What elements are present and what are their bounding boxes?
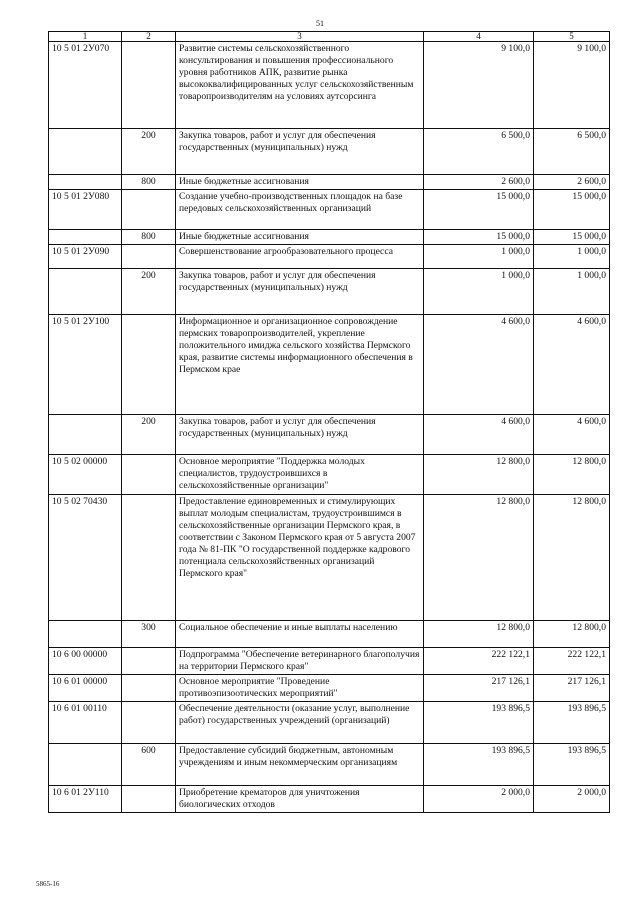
- row-amount-col4: 15 000,0: [424, 230, 534, 245]
- row-name: Приобретение крематоров для уничтожения биологических отходов: [176, 786, 424, 813]
- header-col-5: 5: [534, 32, 610, 42]
- row-amount-col5: 193 896,5: [534, 744, 610, 786]
- row-amount-col4: 2 600,0: [424, 175, 534, 190]
- table-row: [49, 315, 610, 415]
- row-name: Совершенствование агрообразовательного процесса: [176, 245, 424, 269]
- table-row: [49, 175, 610, 190]
- row-expense-type-code: [122, 495, 176, 621]
- row-name: Информационное и организационное сопровождение пермских товаропроизводителей, укрепление положительного имиджа сельского хозяйства Пермского края, развитие системы информационного обеспечения в Пермском крае: [176, 315, 424, 415]
- row-name: Предоставление единовременных и стимулирующих выплат молодым специалистам, трудоустроившимся в сельскохозяйственные организации Пермского края, в соответствии с Законом Пермского края от 5 августа 2007 года № 81-ПК "О государственной поддержке кадрового потенциала сельскохозяйственных организаций Пермского края": [176, 495, 424, 621]
- row-target-article-code: [49, 269, 122, 315]
- row-target-article-code: 10 5 01 2У100: [49, 315, 122, 415]
- row-name: Развитие системы сельскохозяйственного консультирования и повышения профессионального уровня работников АПК, развитие рынка высококвалифицированных услуг сельскохозяйственным товаропроизводителям на условиях аутсорсинга: [176, 42, 424, 129]
- row-amount-col5: 15 000,0: [534, 190, 610, 230]
- row-amount-col4: 193 896,5: [424, 702, 534, 744]
- row-expense-type-code: 200: [122, 129, 176, 175]
- table-row: [49, 129, 610, 175]
- row-name: Подпрограмма "Обеспечение ветеринарного благополучия на территории Пермского края": [176, 648, 424, 675]
- row-expense-type-code: [122, 190, 176, 230]
- row-amount-col4: 2 000,0: [424, 786, 534, 813]
- row-expense-type-code: [122, 648, 176, 675]
- row-target-article-code: 10 6 00 00000: [49, 648, 122, 675]
- budget-table: [48, 31, 610, 813]
- row-target-article-code: 10 5 02 00000: [49, 455, 122, 495]
- row-name: Создание учебно-производственных площадок на базе передовых сельскохозяйственных организаций: [176, 190, 424, 230]
- row-name: Основное мероприятие "Поддержка молодых специалистов, трудоустроившихся в сельскохозяйственные организации": [176, 455, 424, 495]
- row-expense-type-code: [122, 675, 176, 702]
- row-amount-col4: 4 600,0: [424, 315, 534, 415]
- row-amount-col4: 1 000,0: [424, 269, 534, 315]
- row-expense-type-code: [122, 786, 176, 813]
- row-name: Социальное обеспечение и иные выплаты населению: [176, 621, 424, 648]
- row-amount-col4: 193 896,5: [424, 744, 534, 786]
- row-amount-col4: 217 126,1: [424, 675, 534, 702]
- table-row: [49, 648, 610, 675]
- row-expense-type-code: 300: [122, 621, 176, 648]
- row-amount-col4: 12 800,0: [424, 621, 534, 648]
- row-name: Предоставление субсидий бюджетным, автономным учреждениям и иным некоммерческим организациям: [176, 744, 424, 786]
- row-amount-col5: 1 000,0: [534, 245, 610, 269]
- row-name: Закупка товаров, работ и услуг для обеспечения государственных (муниципальных) нужд: [176, 415, 424, 455]
- row-amount-col5: 4 600,0: [534, 315, 610, 415]
- row-target-article-code: 10 6 01 2У110: [49, 786, 122, 813]
- table-row: [49, 702, 610, 744]
- row-amount-col5: 12 800,0: [534, 621, 610, 648]
- row-expense-type-code: 800: [122, 230, 176, 245]
- row-amount-col4: 12 800,0: [424, 455, 534, 495]
- row-amount-col5: 217 126,1: [534, 675, 610, 702]
- row-expense-type-code: [122, 315, 176, 415]
- row-target-article-code: 10 6 01 00110: [49, 702, 122, 744]
- header-col-4: 4: [424, 32, 534, 42]
- row-name: Закупка товаров, работ и услуг для обеспечения государственных (муниципальных) нужд: [176, 269, 424, 315]
- row-amount-col5: 12 800,0: [534, 495, 610, 621]
- row-target-article-code: [49, 129, 122, 175]
- table-row: [49, 495, 610, 621]
- row-expense-type-code: [122, 455, 176, 495]
- row-name: Основное мероприятие "Проведение противоэпизоотических мероприятий": [176, 675, 424, 702]
- row-expense-type-code: 800: [122, 175, 176, 190]
- header-col-1: 1: [49, 32, 122, 42]
- table-row: [49, 744, 610, 786]
- header-col-3: 3: [176, 32, 424, 42]
- table-row: [49, 455, 610, 495]
- row-expense-type-code: 200: [122, 415, 176, 455]
- row-expense-type-code: 200: [122, 269, 176, 315]
- row-target-article-code: [49, 175, 122, 190]
- row-target-article-code: [49, 415, 122, 455]
- row-amount-col4: 222 122,1: [424, 648, 534, 675]
- row-expense-type-code: [122, 42, 176, 129]
- row-target-article-code: [49, 230, 122, 245]
- row-amount-col5: 2 600,0: [534, 175, 610, 190]
- document-code: 5865-16: [36, 880, 60, 888]
- row-amount-col4: 15 000,0: [424, 190, 534, 230]
- row-target-article-code: 10 5 01 2У070: [49, 42, 122, 129]
- table-row: [49, 230, 610, 245]
- table-row: [49, 786, 610, 813]
- row-amount-col5: 12 800,0: [534, 455, 610, 495]
- row-target-article-code: [49, 744, 122, 786]
- table-row: [49, 42, 610, 129]
- row-amount-col4: 4 600,0: [424, 415, 534, 455]
- row-target-article-code: 10 5 01 2У080: [49, 190, 122, 230]
- row-target-article-code: 10 5 02 70430: [49, 495, 122, 621]
- row-amount-col5: 6 500,0: [534, 129, 610, 175]
- table-row: [49, 245, 610, 269]
- page-number: 51: [316, 19, 324, 28]
- row-expense-type-code: [122, 702, 176, 744]
- row-amount-col5: 9 100,0: [534, 42, 610, 129]
- row-target-article-code: [49, 621, 122, 648]
- row-amount-col4: 12 800,0: [424, 495, 534, 621]
- row-amount-col5: 1 000,0: [534, 269, 610, 315]
- table-row: [49, 269, 610, 315]
- row-name: Иные бюджетные ассигнования: [176, 175, 424, 190]
- row-expense-type-code: [122, 245, 176, 269]
- row-name: Иные бюджетные ассигнования: [176, 230, 424, 245]
- row-amount-col4: 9 100,0: [424, 42, 534, 129]
- row-amount-col5: 193 896,5: [534, 702, 610, 744]
- row-target-article-code: 10 6 01 00000: [49, 675, 122, 702]
- row-amount-col4: 1 000,0: [424, 245, 534, 269]
- table-row: [49, 415, 610, 455]
- table-row: [49, 675, 610, 702]
- row-name: Обеспечение деятельности (оказание услуг, выполнение работ) государственных учреждений (организаций): [176, 702, 424, 744]
- table-row: [49, 621, 610, 648]
- row-expense-type-code: 600: [122, 744, 176, 786]
- table-header-row: [49, 32, 610, 42]
- table-row: [49, 190, 610, 230]
- row-amount-col5: 222 122,1: [534, 648, 610, 675]
- row-amount-col5: 4 600,0: [534, 415, 610, 455]
- header-col-2: 2: [122, 32, 176, 42]
- row-name: Закупка товаров, работ и услуг для обеспечения государственных (муниципальных) нужд: [176, 129, 424, 175]
- row-amount-col5: 15 000,0: [534, 230, 610, 245]
- row-target-article-code: 10 5 01 2У090: [49, 245, 122, 269]
- row-amount-col4: 6 500,0: [424, 129, 534, 175]
- row-amount-col5: 2 000,0: [534, 786, 610, 813]
